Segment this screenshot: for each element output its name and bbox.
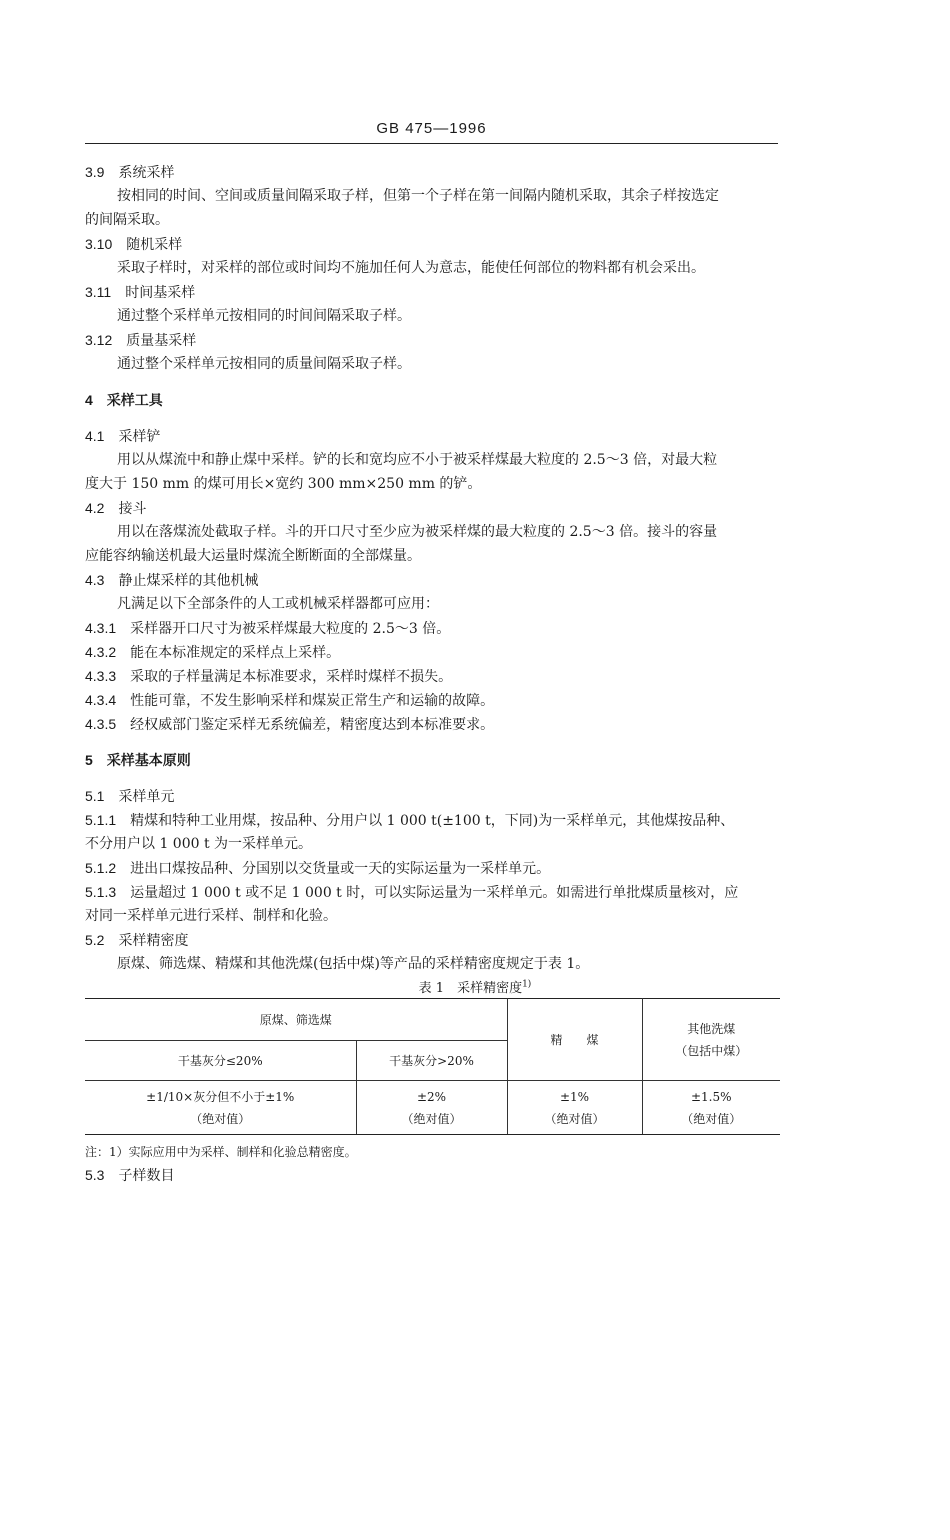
heading-4-3 bbox=[85, 571, 258, 590]
section-number: 3.11 bbox=[85, 284, 112, 300]
header-clean-coal: 精 煤 bbox=[507, 999, 642, 1081]
footnote-marker: 1) bbox=[522, 979, 532, 990]
cell-note: （绝对值） bbox=[681, 1111, 742, 1126]
header-other-line-1: 其他洗煤 bbox=[687, 1021, 736, 1036]
clause-number: 4.3.1 bbox=[85, 620, 117, 636]
table-cell bbox=[642, 1081, 780, 1135]
paragraph: 用以在落煤流处截取子样。斗的开口尺寸至少应为被采样煤的最大粒度的 2.5～3 倍。接斗的容量 bbox=[117, 524, 718, 540]
clause-number: 4.3.2 bbox=[85, 644, 117, 660]
heading-5-2 bbox=[85, 931, 188, 950]
section-title: 采样基本原则 bbox=[106, 753, 191, 769]
clause-number: 4.3.3 bbox=[85, 668, 117, 684]
section-number: 4 bbox=[85, 392, 93, 408]
section-title: 子样数目 bbox=[118, 1168, 175, 1184]
section-number: 5 bbox=[85, 752, 93, 768]
paragraph: 对同一采样单元进行采样、制样和化验。 bbox=[85, 908, 337, 924]
section-title: 随机采样 bbox=[126, 237, 183, 253]
paragraph: 应能容纳输送机最大运量时煤流全断断面的全部煤量。 bbox=[85, 548, 421, 564]
paragraph: 的间隔采取。 bbox=[85, 212, 169, 228]
clause-4-3-5 bbox=[85, 715, 494, 734]
heading-3-11 bbox=[85, 283, 195, 302]
section-number: 4.2 bbox=[85, 500, 105, 516]
clause-5-1-2 bbox=[85, 859, 550, 878]
clause-text: 采取的子样量满足本标准要求，采样时煤样不损失。 bbox=[130, 669, 453, 685]
paragraph: 度大于 150 mm 的煤可用长×宽约 300 mm×250 mm 的铲。 bbox=[85, 476, 482, 492]
heading-3-12 bbox=[85, 331, 196, 350]
section-title: 静止煤采样的其他机械 bbox=[118, 573, 259, 589]
clause-4-3-2 bbox=[85, 643, 340, 662]
heading-5-1 bbox=[85, 787, 174, 806]
table-cell bbox=[85, 1081, 356, 1135]
clause-4-3-3 bbox=[85, 667, 452, 686]
cell-value: ±1/10×灰分但不小于±1% bbox=[146, 1089, 295, 1104]
clause-number: 4.3.4 bbox=[85, 692, 117, 708]
table-cell bbox=[356, 1081, 507, 1135]
clause-text: 能在本标准规定的采样点上采样。 bbox=[130, 645, 341, 661]
heading-3-10 bbox=[85, 235, 182, 254]
section-number: 5.1 bbox=[85, 788, 105, 804]
page-header: GB 475—1996 bbox=[376, 120, 487, 137]
clause-text: 采样器开口尺寸为被采样煤最大粒度的 2.5～3 倍。 bbox=[130, 621, 451, 637]
heading-5-3 bbox=[85, 1166, 174, 1185]
heading-4-2 bbox=[85, 499, 146, 518]
section-title: 采样工具 bbox=[106, 393, 163, 409]
section-title: 采样铲 bbox=[118, 429, 161, 445]
table-footnote: 注：1）实际应用中为采样、制样和化验总精密度。 bbox=[85, 1145, 357, 1159]
cell-note: （绝对值） bbox=[401, 1111, 462, 1126]
clause-number: 5.1.3 bbox=[85, 884, 117, 900]
paragraph: 通过整个采样单元按相同的时间间隔采取子样。 bbox=[117, 308, 411, 324]
paragraph: 不分用户以 1 000 t 为一采样单元。 bbox=[85, 836, 313, 852]
section-number: 4.3 bbox=[85, 572, 105, 588]
clause-number: 5.1.1 bbox=[85, 812, 117, 828]
paragraph: 采取子样时，对采样的部位或时间均不施加任何人为意志，能使任何部位的物料都有机会采出。 bbox=[117, 260, 705, 276]
section-number: 3.9 bbox=[85, 164, 105, 180]
header-rule bbox=[85, 143, 778, 144]
precision-table bbox=[85, 998, 780, 1135]
paragraph: 通过整个采样单元按相同的质量间隔采取子样。 bbox=[117, 356, 411, 372]
paragraph: 用以从煤流中和静止煤中采样。铲的长和宽均应不小于被采样煤最大粒度的 2.5～3 倍，对最大粒 bbox=[117, 452, 718, 468]
header-raw-coal: 原煤、筛选煤 bbox=[85, 999, 507, 1041]
section-number: 3.12 bbox=[85, 332, 113, 348]
heading-4-1 bbox=[85, 427, 160, 446]
header-other-washed-coal bbox=[642, 999, 780, 1081]
cell-value: ±2% bbox=[416, 1089, 447, 1104]
header-ash-high: 干基灰分>20% bbox=[356, 1041, 507, 1081]
section-title: 系统采样 bbox=[118, 165, 175, 181]
section-number: 4.1 bbox=[85, 428, 105, 444]
paragraph: 凡满足以下全部条件的人工或机械采样器都可应用： bbox=[117, 596, 439, 612]
table-caption bbox=[0, 977, 950, 996]
clause-text: 进出口煤按品种、分国别以交货量或一天的实际运量为一采样单元。 bbox=[130, 861, 551, 877]
clause-4-3-1 bbox=[85, 619, 450, 638]
table-caption-text: 表 1 采样精密度 bbox=[418, 981, 523, 996]
table-row bbox=[85, 1081, 780, 1135]
section-title: 质量基采样 bbox=[126, 333, 197, 349]
clause-5-1-1 bbox=[85, 811, 734, 830]
heading-4 bbox=[85, 391, 163, 410]
heading-5 bbox=[85, 751, 191, 770]
clause-number: 5.1.2 bbox=[85, 860, 117, 876]
heading-3-9 bbox=[85, 163, 174, 182]
cell-note: （绝对值） bbox=[544, 1111, 605, 1126]
section-number: 5.3 bbox=[85, 1167, 105, 1183]
clause-text: 性能可靠，不发生影响采样和煤炭正常生产和运输的故障。 bbox=[130, 693, 495, 709]
clause-text: 运量超过 1 000 t 或不足 1 000 t 时，可以实际运量为一采样单元。如需进行单批煤质量核对，应 bbox=[130, 885, 739, 901]
cell-value: ±1.5% bbox=[690, 1089, 732, 1104]
header-ash-low: 干基灰分≤20% bbox=[85, 1041, 356, 1081]
clause-5-1-3 bbox=[85, 883, 738, 902]
table-header-row bbox=[85, 999, 780, 1041]
cell-value: ±1% bbox=[559, 1089, 590, 1104]
section-number: 3.10 bbox=[85, 236, 113, 252]
paragraph: 按相同的时间、空间或质量间隔采取子样，但第一个子样在第一间隔内随机采取，其余子样按选定 bbox=[117, 188, 719, 204]
header-other-line-2: （包括中煤） bbox=[675, 1043, 748, 1058]
section-title: 采样精密度 bbox=[118, 933, 189, 949]
paragraph: 原煤、筛选煤、精煤和其他洗煤(包括中煤)等产品的采样精密度规定于表 1。 bbox=[117, 956, 590, 972]
table-cell bbox=[507, 1081, 642, 1135]
section-title: 接斗 bbox=[118, 501, 147, 517]
clause-text: 经权威部门鉴定采样无系统偏差，精密度达到本标准要求。 bbox=[130, 717, 495, 733]
section-title: 采样单元 bbox=[118, 789, 175, 805]
clause-text: 精煤和特种工业用煤，按品种、分用户以 1 000 t(±100 t，下同)为一采样单元，其他煤按品种、 bbox=[130, 813, 735, 829]
section-number: 5.2 bbox=[85, 932, 105, 948]
cell-note: （绝对值） bbox=[190, 1111, 251, 1126]
clause-number: 4.3.5 bbox=[85, 716, 117, 732]
clause-4-3-4 bbox=[85, 691, 494, 710]
section-title: 时间基采样 bbox=[125, 285, 196, 301]
